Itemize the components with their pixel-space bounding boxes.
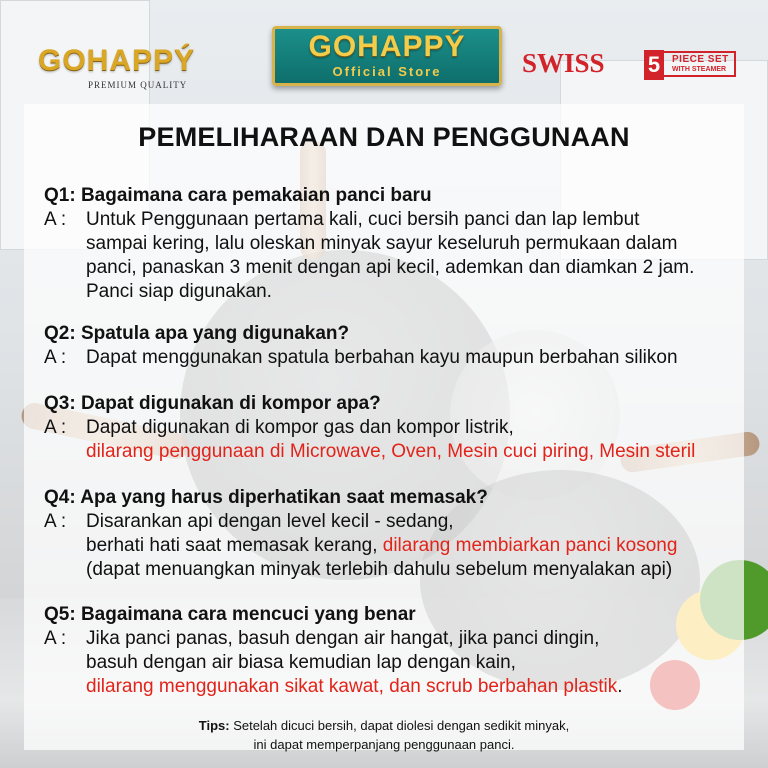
official-store-label: Official Store	[332, 64, 442, 79]
answer-text: Untuk Penggunaan pertama kali, cuci bersih panci dan lap lembut	[86, 209, 640, 230]
piece-count: 5	[644, 50, 664, 80]
answer-text: Dapat digunakan di kompor gas dan kompor listrik,	[86, 417, 514, 438]
tips-line-1	[0, 716, 768, 735]
answer-text: (dapat menuangkan minyak terlebih dahulu sebelum menyalakan api)	[86, 559, 673, 580]
question: Q2: Spatula apa yang digunakan?	[44, 323, 350, 344]
piece-set-badge	[644, 51, 736, 77]
premium-quality-tagline: PREMIUM QUALITY	[88, 80, 188, 90]
answer-text: sampai kering, lalu oleskan minyak sayur keseluruh permukaan dalam	[86, 233, 678, 254]
qa-item-1	[44, 184, 744, 304]
answer-prefix: A :	[44, 417, 67, 438]
answer-line	[44, 534, 744, 558]
warning-text: dilarang penggunaan di Microwave, Oven, Mesin cuci piring, Mesin steril	[86, 441, 696, 462]
answer-line	[44, 232, 744, 256]
answer-text-group	[86, 676, 623, 697]
answer-text-tail: .	[617, 676, 623, 697]
answer-line	[44, 510, 744, 534]
with-steamer-label: WITH STEAMER	[672, 66, 727, 73]
tips-line-2: ini dapat memperpanjang penggunaan panci.	[253, 737, 515, 752]
answer-prefix: A :	[44, 347, 67, 368]
answer-prefix: A :	[44, 628, 67, 649]
answer-line	[44, 346, 744, 370]
qa-item-3	[44, 392, 744, 464]
answer-text: Jika panci panas, basuh dengan air hangat, jika panci dingin,	[86, 628, 600, 649]
warning-text: dilarang membiarkan panci kosong	[382, 535, 678, 556]
swiss-logo	[522, 48, 742, 80]
header-logos	[0, 0, 768, 108]
qa-item-5	[44, 603, 744, 699]
question: Q4: Apa yang harus diperhatikan saat memasak?	[44, 487, 488, 508]
tips-text: Setelah dicuci bersih, dapat diolesi dengan sedikit minyak,	[229, 718, 570, 733]
answer-text: basuh dengan air biasa kemudian lap dengan kain,	[86, 652, 516, 673]
answer-text: Panci siap digunakan.	[86, 281, 272, 302]
answer-text: Disarankan api dengan level kecil - sedang,	[86, 511, 454, 532]
question: Q1: Bagaimana cara pemakaian panci baru	[44, 185, 432, 206]
answer-line	[44, 675, 744, 699]
answer-line	[44, 440, 744, 464]
answer-line	[44, 558, 744, 582]
answer-text-group	[86, 535, 677, 556]
answer-line	[44, 280, 744, 304]
answer-line	[44, 256, 744, 280]
answer-text: berhati hati saat memasak kerang,	[86, 535, 383, 556]
question: Q5: Bagaimana cara mencuci yang benar	[44, 604, 416, 625]
gohappy-official-store-badge	[272, 26, 502, 86]
answer-prefix: A :	[44, 511, 67, 532]
warning-text: dilarang menggunakan sikat kawat, dan scrub berbahan plastik	[86, 676, 618, 697]
gohappy-wordmark: GOHAPPÝ	[38, 44, 196, 77]
page-title: PEMELIHARAAN DAN PENGGUNAAN	[138, 122, 630, 152]
question: Q3: Dapat digunakan di kompor apa?	[44, 393, 381, 414]
qa-item-2	[44, 322, 744, 370]
answer-prefix: A :	[44, 209, 67, 230]
tips-label: Tips:	[198, 718, 230, 733]
piece-set-label: PIECE SET	[672, 54, 729, 65]
answer-line	[44, 208, 744, 232]
official-store-wordmark: GOHAPPÝ	[308, 30, 466, 63]
answer-line	[44, 416, 744, 440]
swiss-wordmark: SWISS	[522, 48, 605, 78]
answer-line	[44, 627, 744, 651]
tips-footer	[0, 716, 768, 754]
answer-text: panci, panaskan 3 menit dengan api kecil, ademkan dan diamkan 2 jam.	[86, 257, 695, 278]
qa-item-4	[44, 486, 744, 582]
answer-text: Dapat menggunakan spatula berbahan kayu maupun berbahan silikon	[86, 347, 678, 368]
answer-line	[44, 651, 744, 675]
gohappy-logo-left	[38, 44, 238, 90]
